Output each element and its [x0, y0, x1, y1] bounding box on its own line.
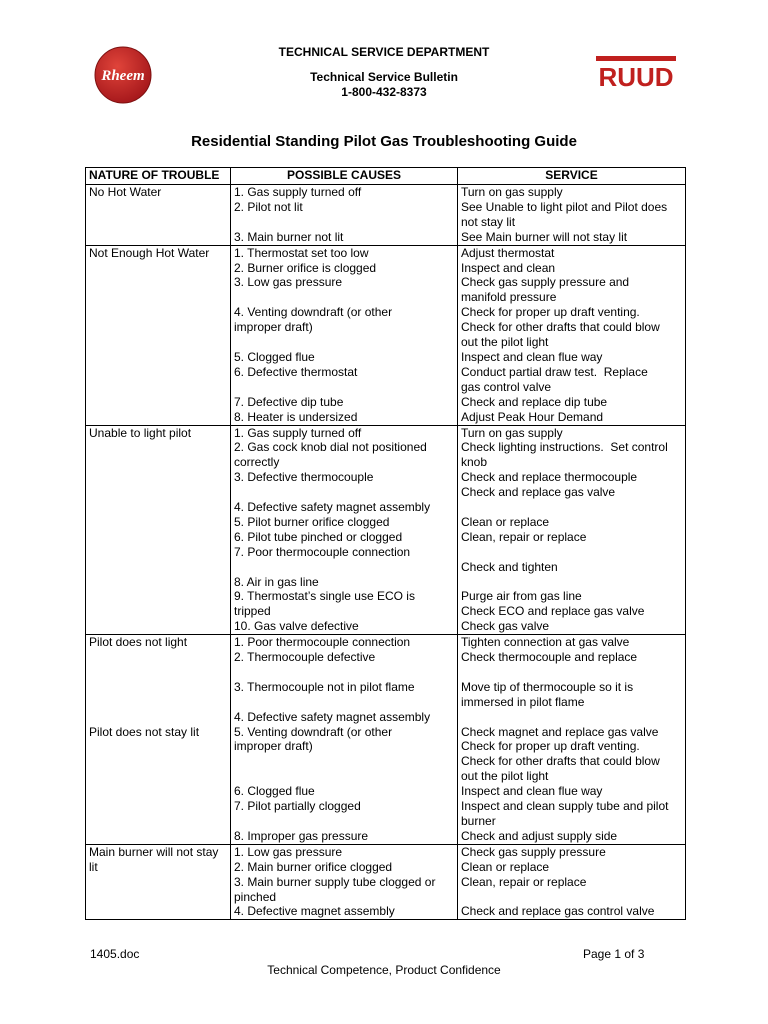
cell-line: out the pilot light — [461, 335, 549, 350]
service-cell — [458, 425, 686, 635]
cell-line: 9. Thermostat’s single use ECO is — [234, 589, 415, 604]
rheem-logo-text: Rheem — [101, 68, 145, 84]
cell-line: Tighten connection at gas valve — [461, 635, 630, 650]
cell-line — [234, 754, 454, 769]
cell-line: correctly — [234, 455, 280, 470]
cell-line: Check gas valve — [461, 619, 550, 634]
table-row — [86, 245, 686, 425]
cell-line: 5. Pilot burner orifice clogged — [234, 514, 390, 529]
cell-line: Check and adjust supply side — [461, 828, 618, 843]
cell-line: Move tip of thermocouple so it is — [461, 679, 634, 694]
cell-line: 3. Main burner not lit — [234, 229, 344, 244]
cell-line: Purge air from gas line — [461, 589, 582, 604]
cell-line: 3. Thermocouple not in pilot flame — [234, 679, 415, 694]
cell-line: Check and replace gas valve — [461, 485, 616, 500]
causes-cell — [231, 844, 458, 920]
cell-line: Pilot does not stay lit — [89, 724, 200, 739]
cell-line: tripped — [234, 604, 271, 619]
cell-line: improper draft) — [234, 320, 313, 335]
footer-tagline: Technical Competence, Product Confidence — [267, 963, 501, 977]
cell-line: 1. Thermostat set too low — [234, 245, 369, 260]
causes-cell — [231, 245, 458, 425]
troubleshooting-table — [85, 167, 686, 920]
trouble-cell — [86, 185, 231, 246]
cell-line — [461, 890, 682, 905]
cell-line: Check for other drafts that could blow — [461, 754, 660, 769]
cell-line: Inspect and clean flue way — [461, 349, 603, 364]
cell-line: Turn on gas supply — [461, 185, 563, 199]
table-row — [86, 844, 686, 920]
cell-line — [89, 665, 227, 680]
table-header-row — [86, 168, 686, 185]
cell-line: Clean, repair or replace — [461, 874, 587, 889]
cell-line — [461, 710, 682, 725]
cell-line — [234, 335, 454, 350]
cell-line: improper draft) — [234, 739, 313, 754]
table-body — [86, 185, 686, 920]
cell-line: 5. Clogged flue — [234, 349, 315, 364]
cell-line: 7. Defective dip tube — [234, 394, 344, 409]
cell-line: Clean or replace — [461, 859, 550, 874]
cell-line: Main burner will not stay — [89, 844, 219, 859]
ruud-logo-text: RUUD — [598, 62, 674, 92]
column-header-trouble: NATURE OF TROUBLE — [86, 168, 231, 185]
service-cell — [458, 844, 686, 920]
cell-line: 1. Low gas pressure — [234, 844, 343, 859]
cell-line: knob — [461, 455, 488, 470]
cell-line: Check for proper up draft venting. — [461, 739, 640, 754]
cell-line: 6. Defective thermostat — [234, 364, 358, 379]
column-header-causes: POSSIBLE CAUSES — [231, 168, 458, 185]
page-number: Page 1 of 3 — [583, 947, 645, 961]
cell-line: Unable to light pilot — [89, 425, 192, 440]
cell-line: No Hot Water — [89, 185, 162, 199]
cell-line: Inspect and clean — [461, 260, 556, 275]
cell-line — [234, 485, 454, 500]
cell-line — [89, 695, 227, 710]
cell-line: immersed in pilot flame — [461, 694, 585, 709]
cell-line: not stay lit — [461, 214, 516, 229]
cell-line: 6. Pilot tube pinched or clogged — [234, 529, 403, 544]
cell-line: manifold pressure — [461, 290, 557, 305]
cell-line: 7. Poor thermocouple connection — [234, 544, 411, 559]
cell-line — [234, 290, 454, 305]
cell-line — [234, 695, 454, 710]
cell-line: 6. Clogged flue — [234, 784, 315, 799]
cell-line — [234, 215, 454, 230]
cell-line — [461, 545, 682, 560]
cell-line: Check for proper up draft venting. — [461, 305, 640, 320]
cell-line: 3. Main burner supply tube clogged or — [234, 874, 436, 889]
cell-line: out the pilot light — [461, 769, 549, 784]
cell-line — [89, 710, 227, 725]
column-header-service: SERVICE — [458, 168, 686, 185]
cell-line: 8. Improper gas pressure — [234, 828, 369, 843]
cell-line — [461, 575, 682, 590]
cell-line: Check magnet and replace gas valve — [461, 724, 659, 739]
cell-line: 1. Gas supply turned off — [234, 185, 362, 199]
cell-line: 3. Defective thermocouple — [234, 470, 374, 485]
department-heading: TECHNICAL SERVICE DEPARTMENT — [278, 45, 490, 59]
phone-number: 1-800-432-8373 — [341, 85, 427, 99]
cell-line: lit — [89, 859, 98, 874]
cell-line: gas control valve — [461, 379, 552, 394]
cell-line: 2. Pilot not lit — [234, 199, 303, 214]
cell-line: burner — [461, 814, 496, 828]
cell-line — [234, 665, 454, 680]
cell-line: 4. Defective magnet assembly — [234, 904, 395, 919]
cell-line — [234, 814, 454, 829]
trouble-cell — [86, 245, 231, 425]
cell-line — [89, 650, 227, 665]
cell-line — [89, 680, 227, 695]
cell-line: Conduct partial draw test. Replace — [461, 364, 648, 379]
causes-cell — [231, 185, 458, 246]
cell-line: 4. Venting downdraft (or other — [234, 305, 393, 320]
document-name: 1405.doc — [90, 947, 140, 961]
cell-line: Adjust Peak Hour Demand — [461, 409, 604, 424]
cell-line: Inspect and clean supply tube and pilot — [461, 799, 669, 814]
cell-line: 4. Defective safety magnet assembly — [234, 709, 431, 724]
cell-line — [234, 380, 454, 395]
cell-line: 2. Main burner orifice clogged — [234, 859, 393, 874]
cell-line — [234, 560, 454, 575]
causes-cell — [231, 425, 458, 635]
cell-line: Check gas supply pressure — [461, 844, 606, 859]
cell-line: 7. Pilot partially clogged — [234, 799, 361, 814]
cell-line: Check and replace thermocouple — [461, 470, 638, 485]
bulletin-heading: Technical Service Bulletin — [310, 70, 458, 84]
trouble-cell — [86, 635, 231, 845]
cell-line — [461, 500, 682, 515]
cell-line: Check and tighten — [461, 559, 558, 574]
service-cell — [458, 635, 686, 845]
page-title: Residential Standing Pilot Gas Troubleshooting Guide — [191, 133, 577, 150]
cell-line: Clean, repair or replace — [461, 529, 587, 544]
trouble-cell — [86, 425, 231, 635]
cell-line: Check gas supply pressure and — [461, 275, 630, 290]
cell-line: Not Enough Hot Water — [89, 245, 210, 260]
cell-line: pinched — [234, 889, 277, 904]
cell-line: 2. Thermocouple defective — [234, 650, 376, 665]
service-cell — [458, 245, 686, 425]
cell-line: 1. Gas supply turned off — [234, 425, 362, 440]
cell-line: 1. Poor thermocouple connection — [234, 635, 411, 650]
causes-cell — [231, 635, 458, 845]
cell-line: Check and replace gas control valve — [461, 904, 655, 919]
cell-line: Check and replace dip tube — [461, 394, 608, 409]
service-cell — [458, 185, 686, 246]
cell-line: 2. Gas cock knob dial not positioned — [234, 440, 427, 455]
cell-line: Clean or replace — [461, 514, 550, 529]
cell-line: Check thermocouple and replace — [461, 650, 638, 665]
cell-line — [234, 769, 454, 784]
table-row — [86, 185, 686, 246]
cell-line: 2. Burner orifice is clogged — [234, 260, 377, 275]
table-row — [86, 635, 686, 845]
table-row — [86, 425, 686, 635]
cell-line: 8. Heater is undersized — [234, 409, 358, 424]
cell-line: Check ECO and replace gas valve — [461, 604, 645, 619]
cell-line: 5. Venting downdraft (or other — [234, 724, 393, 739]
trouble-cell — [86, 844, 231, 920]
cell-line: 8. Air in gas line — [234, 574, 319, 589]
cell-line: Check for other drafts that could blow — [461, 320, 660, 335]
cell-line: 3. Low gas pressure — [234, 275, 343, 290]
cell-line: Check lighting instructions. Set control — [461, 440, 668, 455]
cell-line: See Unable to light pilot and Pilot does — [461, 199, 668, 214]
cell-line — [461, 665, 682, 680]
cell-line: See Main burner will not stay lit — [461, 229, 628, 244]
cell-line: Pilot does not light — [89, 635, 188, 650]
cell-line: Inspect and clean flue way — [461, 784, 603, 799]
cell-line: 10. Gas valve defective — [234, 619, 359, 634]
cell-line: 4. Defective safety magnet assembly — [234, 500, 431, 515]
cell-line: Adjust thermostat — [461, 245, 555, 260]
cell-line: Turn on gas supply — [461, 425, 563, 440]
